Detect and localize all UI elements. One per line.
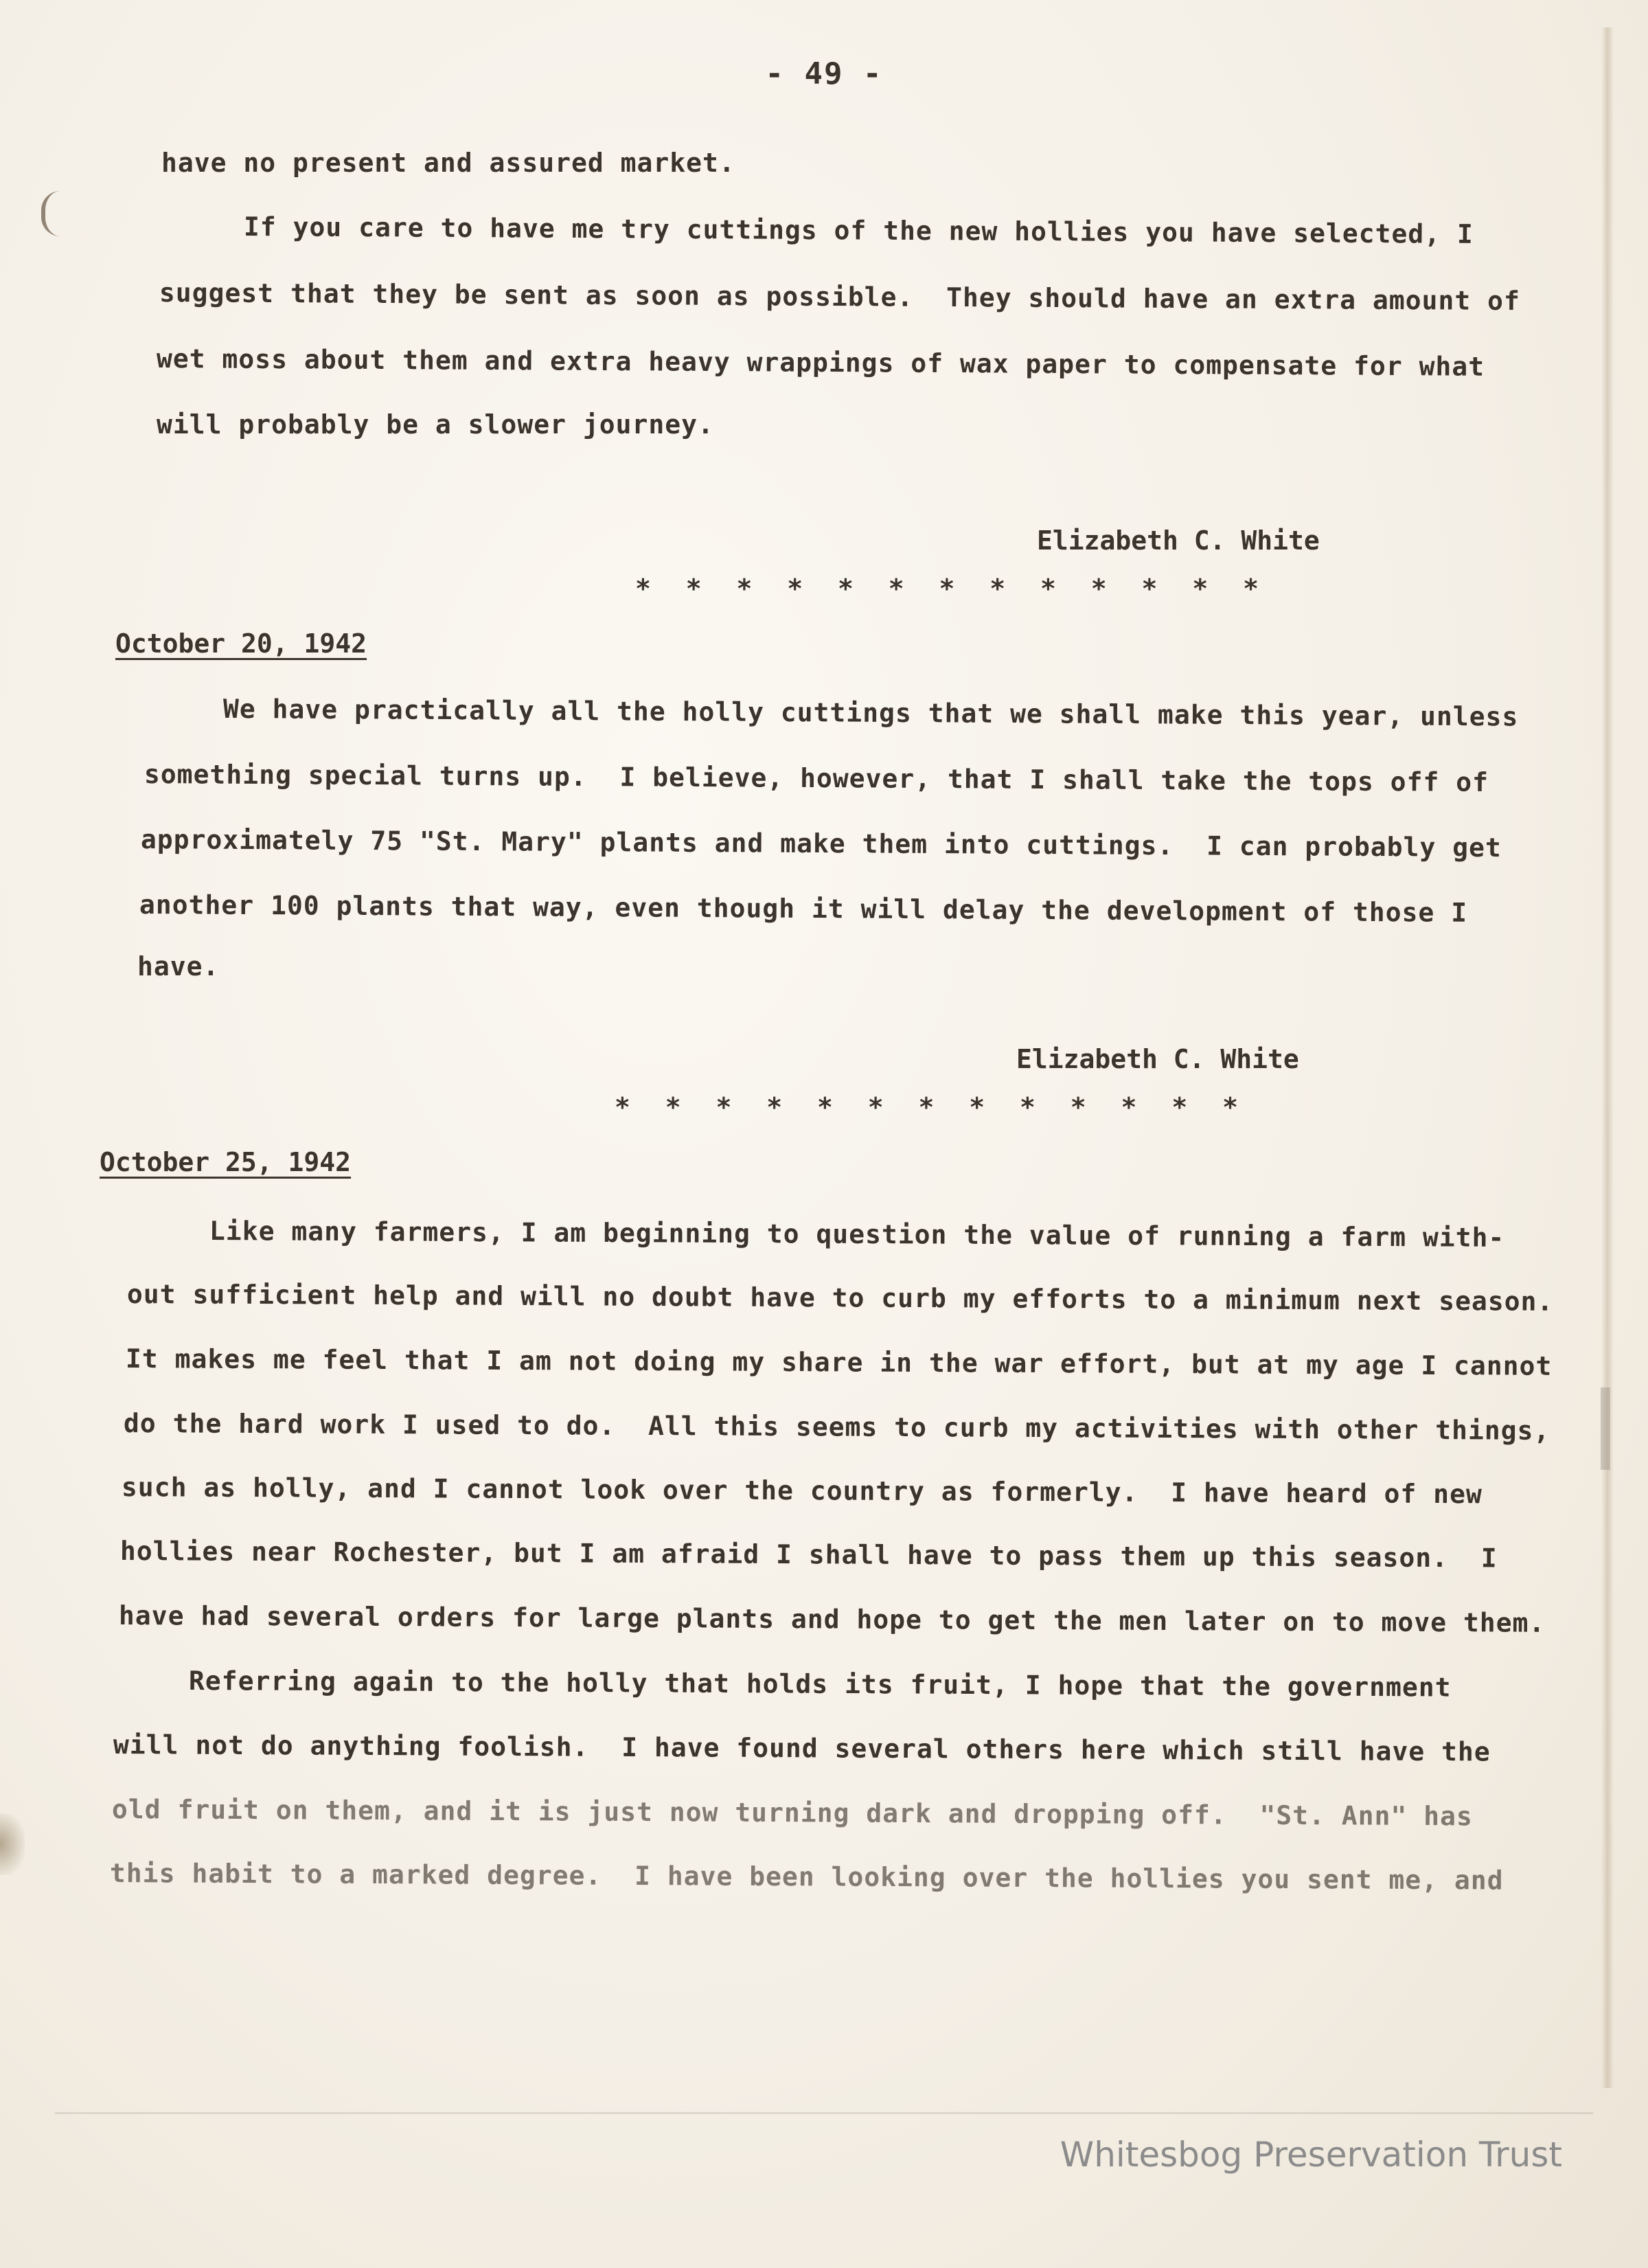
tape-mark [1601,1387,1610,1470]
text-line: such as holly, and I cannot look over the country as formerly. I have heard of new [121,1472,1483,1510]
text-line: hollies near Rochester, but I am afraid I shall have to pass them up this season. I [119,1536,1498,1574]
text-line: We have practically all the holly cuttings that we shall make this year, unless [222,694,1519,732]
text-line: approximately 75 "St. Mary" plants and make them into cuttings. I can probably get [140,824,1502,863]
page-edge-shadow [1601,27,1614,2088]
text-line: have. [137,951,220,982]
text-line: have no present and assured market. [161,148,735,178]
text-line: will not do anything foolish. I have found several others here which still have the [113,1730,1491,1767]
text-line: out sufficient help and will no doubt have to curb my efforts to a minimum next season. [126,1279,1554,1317]
text-line: Like many farmers, I am beginning to question the value of running a farm with- [209,1216,1505,1253]
watermark: Whitesbog Preservation Trust [1060,2135,1562,2175]
text-line: suggest that they be sent as soon as possible. They should have an extra amount of [159,277,1520,317]
text-line: something special turns up. I believe, however, that I shall take the tops off of [144,759,1489,797]
text-line: It makes me feel that I am not doing my share in the war effort, but at my age I cannot [125,1343,1553,1381]
text-line: If you care to have me try cuttings of the new hollies you have selected, I [243,212,1474,249]
text-line: have had several orders for large plants and hope to get the men later on to move them. [118,1600,1546,1638]
page-number: - 49 - [765,56,883,91]
signature: Elizabeth C. White [1037,525,1320,556]
separator: * * * * * * * * * * * * * [635,574,1268,604]
separator: * * * * * * * * * * * * * [615,1092,1248,1122]
text-line: do the hard work I used to do. All this seems to curb my activities with other things, [123,1408,1550,1446]
bracket-mark [41,191,60,236]
signature: Elizabeth C. White [1016,1044,1299,1074]
entry-date: October 20, 1942 [115,628,367,659]
text-line: another 100 plants that way, even though it will delay the development of those I [139,889,1468,928]
text-line: old fruit on them, and it is just now turning dark and dropping off. "St. Ann" has [111,1794,1473,1832]
scan-edge-line [55,2112,1593,2114]
text-line: Referring again to the holly that holds its fruit, I hope that the government [188,1666,1452,1703]
text-line: this habit to a marked degree. I have been looking over the hollies you sent me, and [109,1858,1504,1896]
stain-mark [0,1813,25,1875]
text-line: wet moss about them and extra heavy wrappings of wax paper to compensate for what [156,343,1485,382]
entry-date: October 25, 1942 [100,1147,352,1177]
text-line: will probably be a slower journey. [157,409,714,440]
